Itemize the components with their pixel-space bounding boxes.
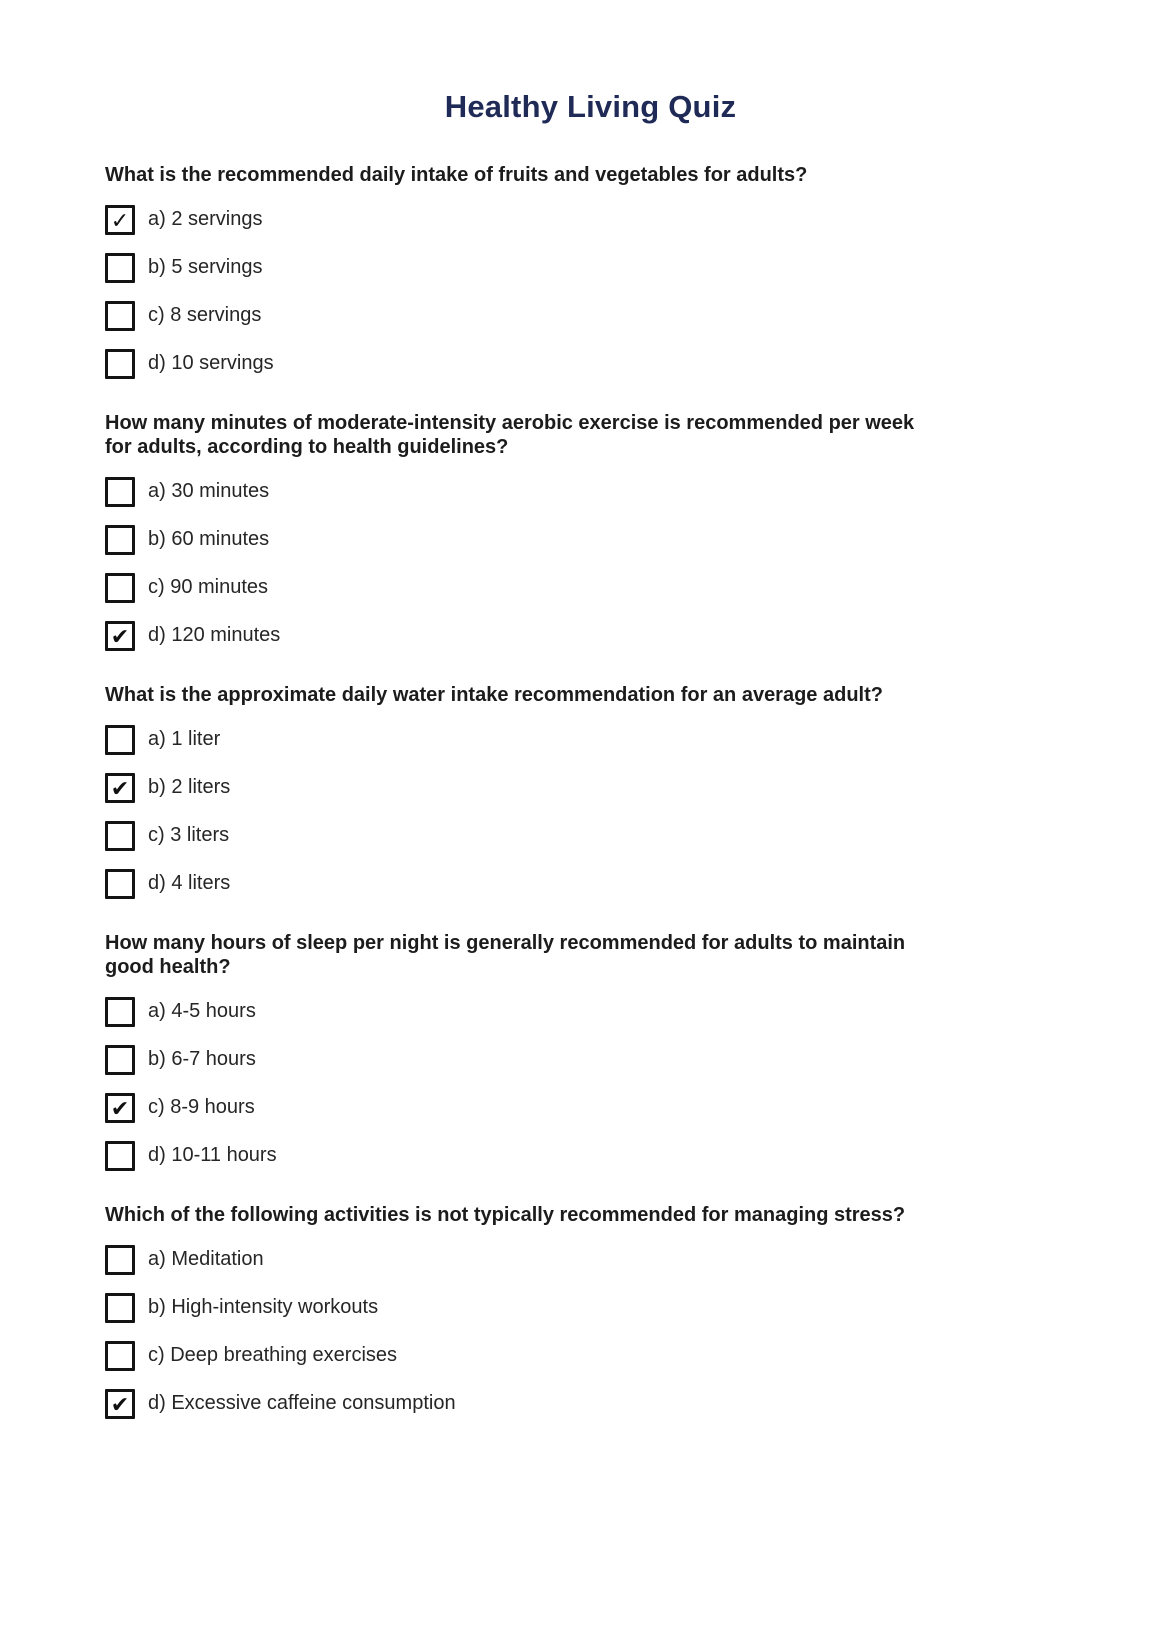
question-prompt-line: good health?	[105, 956, 231, 978]
answer-checkbox[interactable]	[105, 821, 135, 851]
answer-checkbox[interactable]	[105, 1045, 135, 1075]
checkmark-icon: ✔	[110, 776, 130, 801]
option-row	[105, 621, 1076, 651]
option-label: a) 2 servings	[148, 208, 263, 230]
option-row	[105, 253, 1076, 283]
option-label: d) 4 liters	[148, 872, 231, 894]
answer-checkbox[interactable]	[105, 573, 135, 603]
option-list	[105, 725, 1076, 899]
answer-checkbox[interactable]	[105, 1341, 135, 1371]
checkmark-icon: ✓	[110, 208, 130, 233]
option-label: d) Excessive caffeine consumption	[148, 1392, 456, 1414]
answer-checkbox[interactable]	[105, 349, 135, 379]
option-row	[105, 869, 1076, 899]
checkmark-icon: ✔	[110, 1096, 130, 1121]
option-row	[105, 1341, 1076, 1371]
option-row	[105, 1045, 1076, 1075]
answer-checkbox[interactable]	[105, 773, 135, 803]
question-block-5	[105, 1203, 1076, 1419]
option-row	[105, 773, 1076, 803]
option-row	[105, 477, 1076, 507]
answer-checkbox[interactable]	[105, 1293, 135, 1323]
option-label: b) 6-7 hours	[148, 1048, 256, 1070]
option-label: b) 2 liters	[148, 776, 231, 798]
question-prompt	[105, 163, 1025, 187]
question-prompt	[105, 1203, 1025, 1227]
question-block-3	[105, 683, 1076, 899]
answer-checkbox[interactable]	[105, 1093, 135, 1123]
option-row	[105, 573, 1076, 603]
answer-checkbox[interactable]	[105, 869, 135, 899]
checkmark-icon: ✔	[110, 1392, 130, 1417]
option-row	[105, 205, 1076, 235]
option-row	[105, 1245, 1076, 1275]
question-prompt-line: What is the approximate daily water intake recommendation for an average adult?	[105, 684, 883, 706]
answer-checkbox[interactable]	[105, 253, 135, 283]
answer-checkbox[interactable]	[105, 1141, 135, 1171]
checkmark-icon: ✔	[110, 624, 130, 649]
question-prompt	[105, 931, 1025, 979]
option-label: d) 10 servings	[148, 352, 274, 374]
answer-checkbox[interactable]	[105, 725, 135, 755]
option-label: c) Deep breathing exercises	[148, 1344, 398, 1366]
question-prompt-line: How many minutes of moderate-intensity aerobic exercise is recommended per week	[105, 412, 915, 434]
option-label: a) 4-5 hours	[148, 1000, 256, 1022]
option-label: c) 3 liters	[148, 824, 230, 846]
option-label: a) 30 minutes	[148, 480, 270, 502]
question-block-4	[105, 931, 1076, 1171]
question-prompt-line: for adults, according to health guidelines?	[105, 436, 509, 458]
answer-checkbox[interactable]	[105, 525, 135, 555]
question-block-2	[105, 411, 1076, 651]
option-label: a) 1 liter	[148, 728, 221, 750]
answer-checkbox[interactable]	[105, 621, 135, 651]
question-list	[105, 163, 1076, 1419]
answer-checkbox[interactable]	[105, 477, 135, 507]
option-label: c) 90 minutes	[148, 576, 269, 598]
option-label: b) High-intensity workouts	[148, 1296, 379, 1318]
option-list	[105, 477, 1076, 651]
page-title: Healthy Living Quiz	[444, 89, 737, 124]
question-prompt-line: What is the recommended daily intake of fruits and vegetables for adults?	[105, 164, 808, 186]
option-row	[105, 725, 1076, 755]
option-row	[105, 1293, 1076, 1323]
option-label: b) 60 minutes	[148, 528, 270, 550]
question-prompt-line: How many hours of sleep per night is generally recommended for adults to maintain	[105, 932, 906, 954]
option-label: c) 8 servings	[148, 304, 262, 326]
question-prompt-line: Which of the following activities is not typically recommended for managing stress?	[105, 1204, 906, 1226]
option-row	[105, 1389, 1076, 1419]
question-prompt	[105, 683, 1025, 707]
question-prompt	[105, 411, 1025, 459]
option-row	[105, 1093, 1076, 1123]
option-row	[105, 821, 1076, 851]
option-row	[105, 301, 1076, 331]
option-row	[105, 525, 1076, 555]
option-row	[105, 997, 1076, 1027]
question-block-1	[105, 163, 1076, 379]
answer-checkbox[interactable]	[105, 205, 135, 235]
answer-checkbox[interactable]	[105, 1245, 135, 1275]
answer-checkbox[interactable]	[105, 1389, 135, 1419]
option-label: a) Meditation	[148, 1248, 264, 1270]
option-list	[105, 997, 1076, 1171]
option-list	[105, 1245, 1076, 1419]
option-label: b) 5 servings	[148, 256, 263, 278]
option-list	[105, 205, 1076, 379]
option-label: c) 8-9 hours	[148, 1096, 255, 1118]
option-label: d) 10-11 hours	[148, 1144, 277, 1166]
answer-checkbox[interactable]	[105, 997, 135, 1027]
answer-checkbox[interactable]	[105, 301, 135, 331]
option-label: d) 120 minutes	[148, 624, 281, 646]
option-row	[105, 349, 1076, 379]
option-row	[105, 1141, 1076, 1171]
